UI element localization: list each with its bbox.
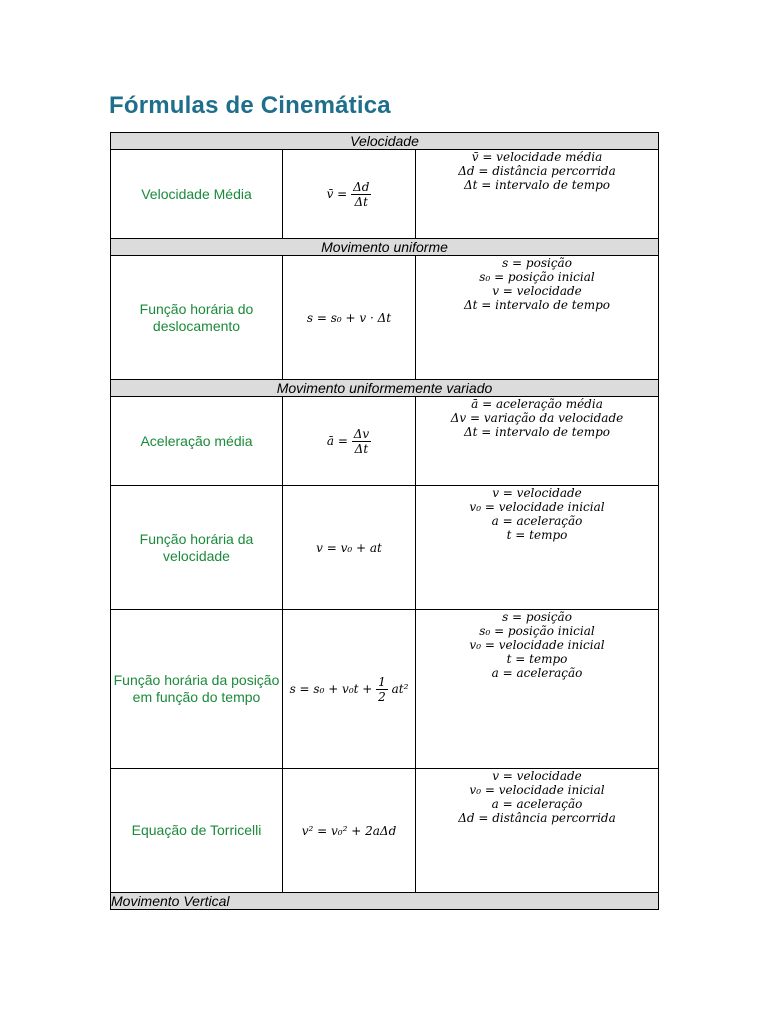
formula-row — [111, 610, 659, 769]
variable-definitions — [416, 610, 659, 769]
definition-list — [416, 256, 658, 312]
definition-item: s = posição — [502, 256, 572, 270]
formula-row — [111, 397, 659, 486]
formula-fraction — [352, 427, 371, 456]
formula-expression: s = s₀ + v · Δt — [283, 256, 416, 380]
variable-definitions — [416, 486, 659, 610]
formula-expression — [283, 397, 416, 486]
definition-item: Δt = intervalo de tempo — [464, 298, 611, 312]
definition-item: v₀ = velocidade inicial — [469, 500, 605, 514]
definition-item: t = tempo — [506, 528, 568, 542]
fraction-denominator: Δt — [354, 194, 368, 209]
formula-name: Função horária da velocidade — [111, 486, 283, 610]
section-header-velocidade — [111, 133, 659, 150]
formula-fraction — [351, 180, 371, 209]
fraction-numerator: Δv — [353, 426, 370, 441]
formula-row — [111, 150, 659, 239]
formula-expression: v² = v₀² + 2aΔd — [283, 769, 416, 893]
definition-item: Δd = distância percorrida — [458, 164, 616, 178]
formula-name: Função horária da posição em função do tempo — [111, 610, 283, 769]
formula-row — [111, 769, 659, 893]
section-title: Movimento Vertical — [111, 893, 659, 910]
formula-expression — [283, 610, 416, 769]
definition-item: Δd = distância percorrida — [458, 811, 616, 825]
section-header-movimento-vertical — [111, 893, 659, 910]
fraction-numerator: 1 — [378, 674, 386, 689]
definition-item: v = velocidade — [492, 769, 582, 783]
definition-list — [416, 486, 658, 542]
definition-item: s₀ = posição inicial — [479, 624, 595, 638]
definition-list — [416, 397, 658, 439]
formula-rhs: at² — [391, 681, 409, 696]
variable-definitions — [416, 256, 659, 380]
variable-definitions — [416, 397, 659, 486]
definition-item: t = tempo — [506, 652, 568, 666]
section-header-muv — [111, 380, 659, 397]
variable-definitions — [416, 150, 659, 239]
formula-row — [111, 486, 659, 610]
definition-list — [416, 150, 658, 192]
fraction-denominator: Δt — [354, 441, 369, 456]
fraction-denominator: 2 — [378, 689, 386, 704]
formula-lhs: ā = — [326, 433, 348, 448]
section-title: Velocidade — [111, 133, 659, 150]
page-title: Fórmulas de Cinemática — [109, 92, 391, 119]
formula-row — [111, 256, 659, 380]
variable-definitions — [416, 769, 659, 893]
definition-item: v₀ = velocidade inicial — [469, 638, 605, 652]
formula-expression — [283, 150, 416, 239]
section-title: Movimento uniformemente variado — [111, 380, 659, 397]
formula-name: Velocidade Média — [111, 150, 283, 239]
definition-item: v = velocidade — [492, 486, 582, 500]
definition-item: Δt = intervalo de tempo — [464, 425, 611, 439]
formula-fraction — [376, 675, 388, 704]
definition-item: v₀ = velocidade inicial — [469, 783, 605, 797]
definition-item: v = velocidade — [492, 284, 582, 298]
section-header-movimento-uniforme — [111, 239, 659, 256]
fraction-numerator: Δd — [353, 179, 370, 194]
formula-name: Aceleração média — [111, 397, 283, 486]
section-title: Movimento uniforme — [111, 239, 659, 256]
definition-item: ā = aceleração média — [471, 397, 603, 411]
definition-item: Δt = intervalo de tempo — [464, 178, 611, 192]
definition-item: v̄ = velocidade média — [471, 150, 603, 164]
formula-expression: v = v₀ + at — [283, 486, 416, 610]
definition-item: s₀ = posição inicial — [479, 270, 595, 284]
formula-table — [110, 132, 659, 910]
definition-item: s = posição — [502, 610, 572, 624]
definition-item: a = aceleração — [491, 797, 583, 811]
definition-list — [416, 769, 658, 825]
definition-list — [416, 610, 658, 680]
formula-lhs: s = s₀ + v₀t + — [289, 681, 373, 696]
formula-lhs: v̄ = — [326, 186, 348, 201]
definition-item: a = aceleração — [491, 666, 583, 680]
formula-name: Função horária do deslocamento — [111, 256, 283, 380]
definition-item: Δv = variação da velocidade — [450, 411, 624, 425]
formula-name: Equação de Torricelli — [111, 769, 283, 893]
definition-item: a = aceleração — [491, 514, 583, 528]
